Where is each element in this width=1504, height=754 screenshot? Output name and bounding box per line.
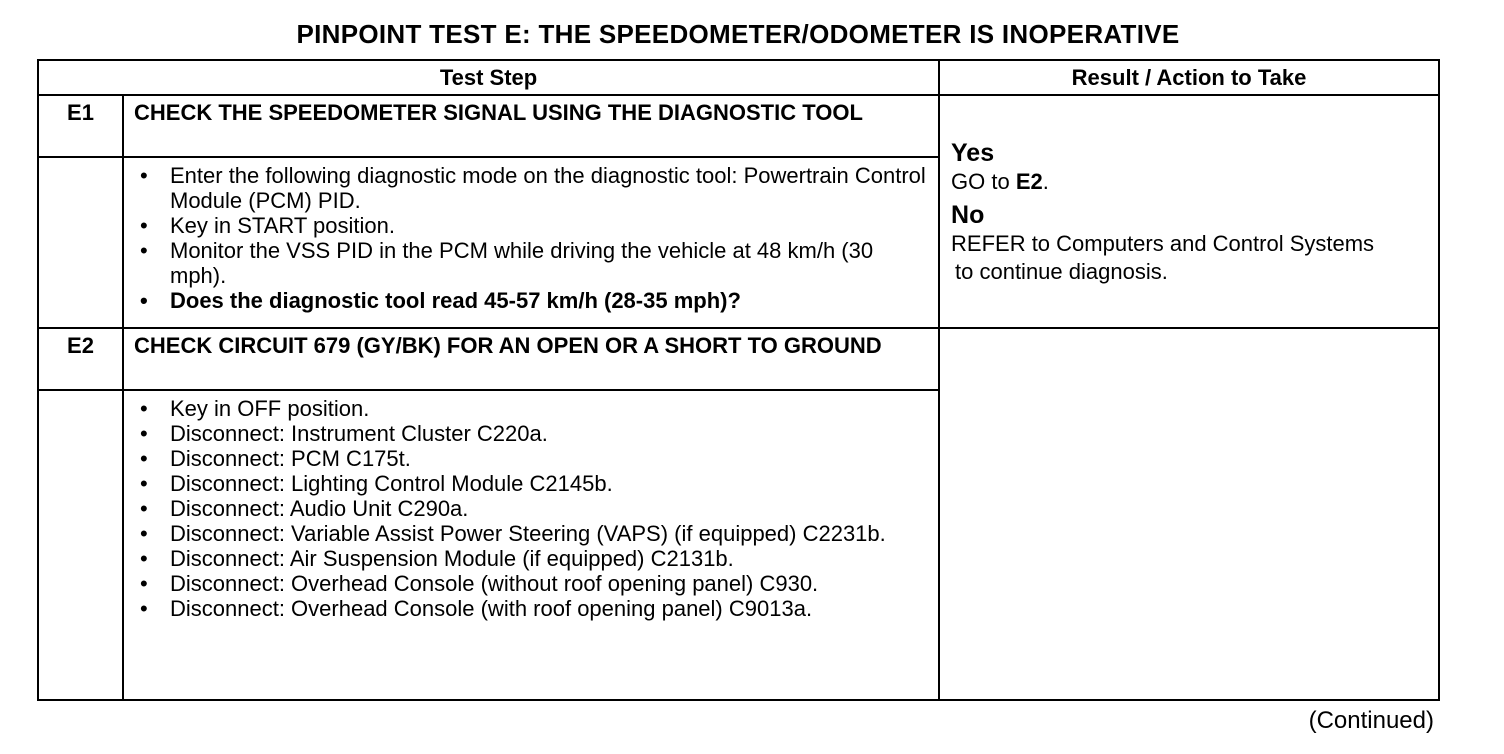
step-e2-list bbox=[134, 396, 928, 621]
result-yes-label: Yes bbox=[951, 138, 995, 167]
list-item: • Key in START position. bbox=[134, 213, 928, 238]
step-e1-title: CHECK THE SPEEDOMETER SIGNAL USING THE DIAGNOSTIC TOOL bbox=[123, 95, 939, 157]
step-e2-id: E2 bbox=[38, 328, 123, 390]
list-item: • Disconnect: Overhead Console (without roof opening panel) C930. bbox=[134, 571, 928, 596]
result-yes-target: E2 bbox=[1015, 168, 1043, 194]
result-yes-suffix: . bbox=[1042, 168, 1049, 194]
step-e1-id: E1 bbox=[38, 95, 123, 157]
step-e1-list bbox=[134, 163, 928, 313]
step-e1-title-row bbox=[38, 95, 1439, 157]
step-e1-id-spacer bbox=[38, 157, 123, 328]
list-item: • Disconnect: PCM C175t. bbox=[134, 446, 928, 471]
pinpoint-test-table bbox=[37, 59, 1440, 701]
list-item: • Disconnect: Variable Assist Power Steering (VAPS) (if equipped) C2231b. bbox=[134, 521, 928, 546]
result-yes-action bbox=[951, 168, 1434, 196]
step-e1-result bbox=[939, 95, 1439, 328]
header-test-step: Test Step bbox=[38, 60, 939, 95]
table-header-row bbox=[38, 60, 1439, 95]
result-no-text-2: to continue diagnosis. bbox=[955, 258, 1168, 284]
list-item: • Disconnect: Air Suspension Module (if equipped) C2131b. bbox=[134, 546, 928, 571]
page-title: PINPOINT TEST E: THE SPEEDOMETER/ODOMETER IS INOPERATIVE bbox=[296, 19, 1180, 49]
result-no-text-1: REFER to Computers and Control Systems bbox=[951, 230, 1375, 256]
list-item: • Disconnect: Audio Unit C290a. bbox=[134, 496, 928, 521]
list-item: • Monitor the VSS PID in the PCM while driving the vehicle at 48 km/h (30 mph). bbox=[134, 238, 928, 288]
result-yes-prefix: GO to bbox=[951, 168, 1016, 194]
continued-note: (Continued) bbox=[1308, 707, 1434, 734]
step-e2-id-spacer bbox=[38, 390, 123, 700]
list-item: • Disconnect: Instrument Cluster C220a. bbox=[134, 421, 928, 446]
step-e1-body bbox=[123, 157, 939, 328]
header-result-action: Result / Action to Take bbox=[939, 60, 1439, 95]
step-e2-result bbox=[939, 328, 1439, 700]
list-item: • Does the diagnostic tool read 45-57 km/h (28-35 mph)? bbox=[134, 288, 928, 313]
list-item: • Key in OFF position. bbox=[134, 396, 928, 421]
step-e2-title: CHECK CIRCUIT 679 (GY/BK) FOR AN OPEN OR A SHORT TO GROUND bbox=[123, 328, 939, 390]
step-e2-body bbox=[123, 390, 939, 700]
result-no-label: No bbox=[951, 200, 985, 229]
list-item: • Enter the following diagnostic mode on the diagnostic tool: Powertrain Control Module (PCM) PID. bbox=[134, 163, 928, 213]
list-item: • Disconnect: Overhead Console (with roof opening panel) C9013a. bbox=[134, 596, 928, 621]
list-item: • Disconnect: Lighting Control Module C2145b. bbox=[134, 471, 928, 496]
step-e2-title-row bbox=[38, 328, 1439, 390]
